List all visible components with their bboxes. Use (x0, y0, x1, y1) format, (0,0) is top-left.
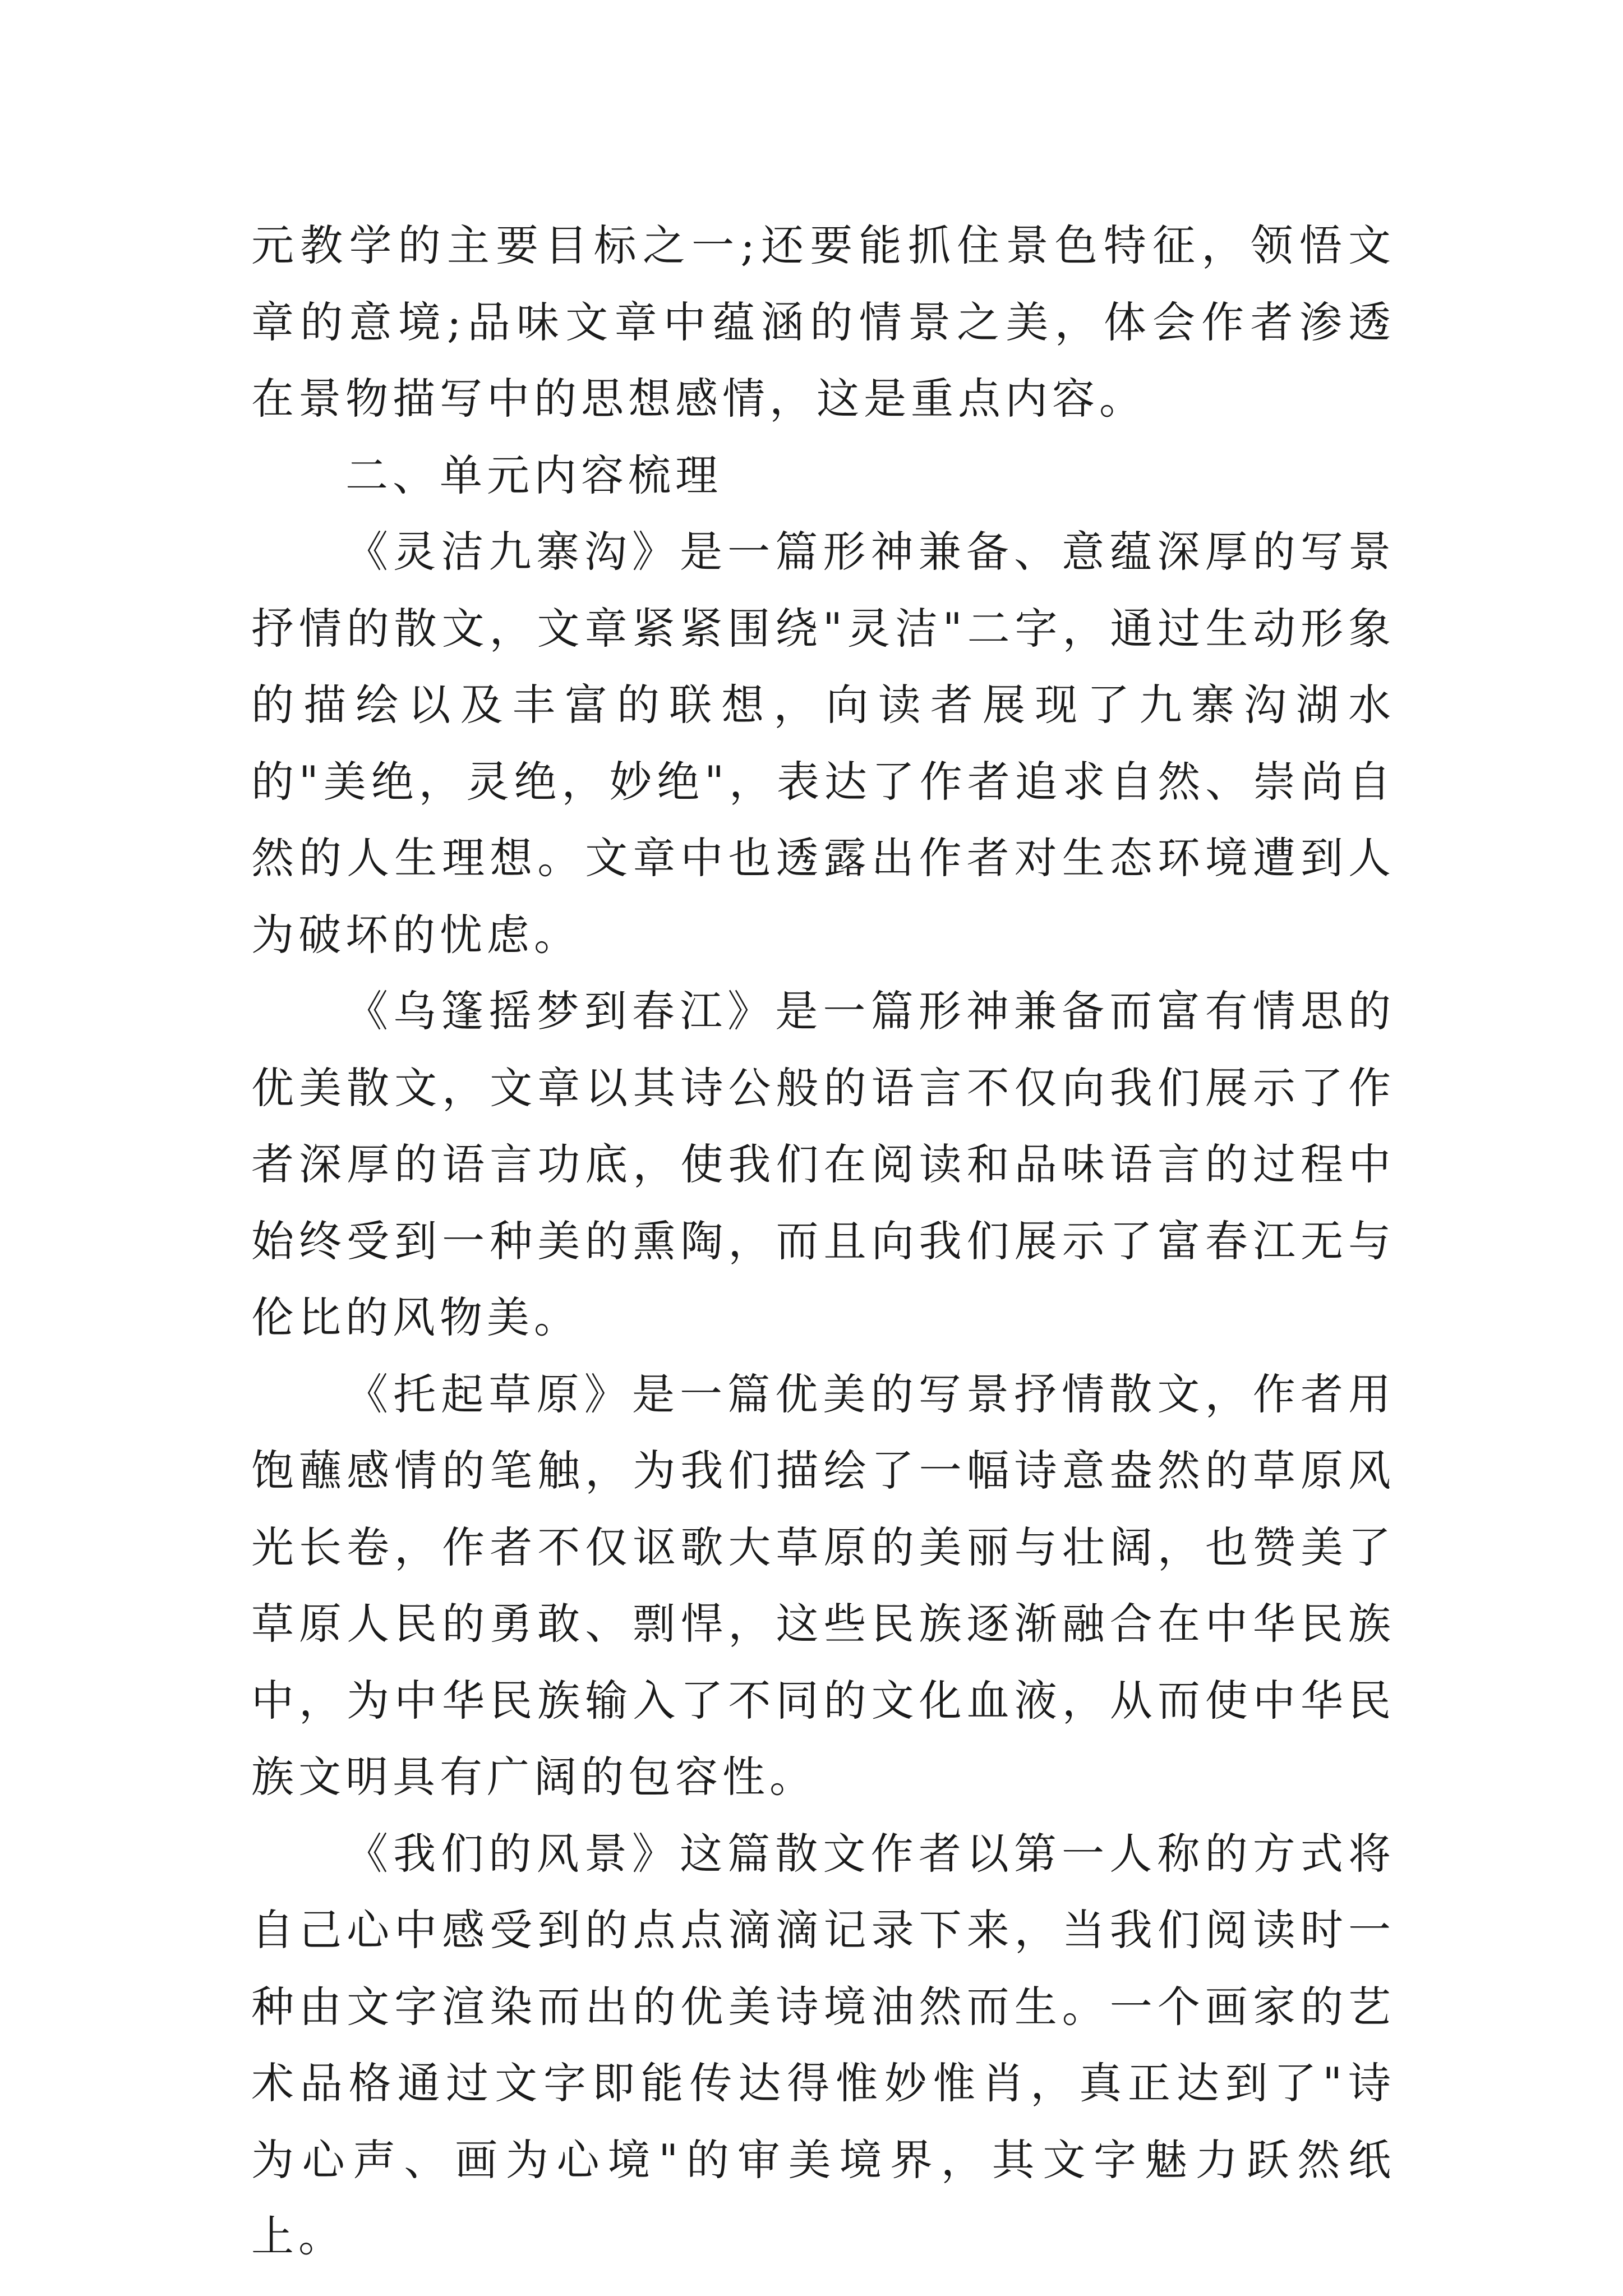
document-body (251, 208, 1395, 2275)
paragraph-1: 元教学的主要目标之一;还要能抓住景色特征，领悟文章的意境;品味文章中蕴涵的情景之美，体会作者渗透在景物描写中的思想感情，这是重点内容。 (251, 220, 1395, 424)
paragraph-jiuzhaigou: 《灵洁九寨沟》是一篇形神兼备、意蕴深厚的写景抒情的散文，文章紧紧围绕"灵洁"二字，通过生动形象的描绘以及丰富的联想，向读者展现了九寨沟湖水的"美绝，灵绝，妙绝"，表达了作者追求自然、崇尚自然的人生理想。文章中也透露出作者对生态环境遭到人为破坏的忧虑。 (251, 527, 1395, 960)
paragraph-grassland: 《托起草原》是一篇优美的写景抒情散文，作者用饱蘸感情的笔触，为我们描绘了一幅诗意盎然的草原风光长卷，作者不仅讴歌大草原的美丽与壮阔，也赞美了草原人民的勇敢、剽悍，这些民族逐渐融合在中华民族中，为中华民族输入了不同的文化血液，从而使中华民族文明具有广阔的包容性。 (251, 1369, 1395, 1802)
paragraph-fuchunjiang: 《乌篷摇梦到春江》是一篇形神兼备而富有情思的优美散文，文章以其诗公般的语言不仅向我们展示了作者深厚的语言功底，使我们在阅读和品味语言的过程中始终受到一种美的熏陶，而且向我们展示了富春江无与伦比的风物美。 (251, 986, 1395, 1342)
section-heading: 二、单元内容梳理 (345, 450, 722, 500)
paragraph-scenery: 《我们的风景》这篇散文作者以第一人称的方式将自己心中感受到的点点滴滴记录下来，当我们阅读时一种由文字渲染而出的优美诗境油然而生。一个画家的艺术品格通过文字即能传达得惟妙惟肖，真正达到了"诗为心声、画为心境"的审美境界，其文字魅力跃然纸上。 (251, 1828, 1395, 2261)
